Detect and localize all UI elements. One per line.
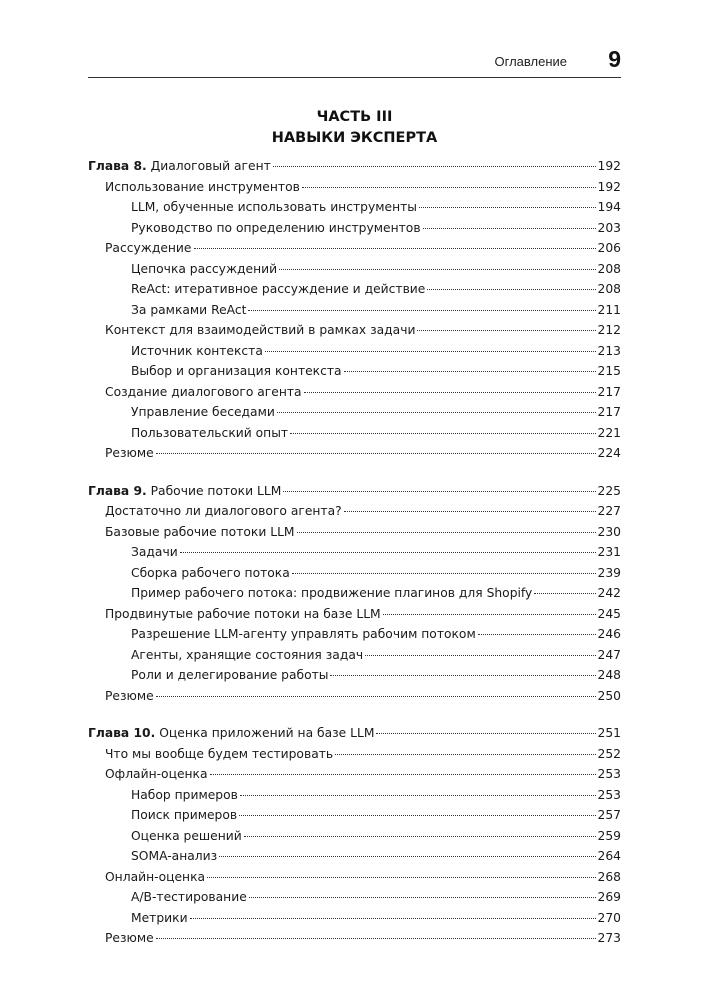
toc-entry-text: Диалоговый агент bbox=[146, 159, 271, 173]
toc-entry-text: LLM, обученные использовать инструменты bbox=[131, 200, 417, 214]
toc-page-number: 242 bbox=[597, 586, 621, 600]
toc-page-number: 208 bbox=[597, 282, 621, 296]
toc-entry-title bbox=[131, 542, 178, 563]
toc-page-number: 203 bbox=[597, 220, 621, 235]
toc-entry-title bbox=[105, 177, 300, 198]
toc-entry-title bbox=[105, 686, 154, 707]
toc-section-entry bbox=[88, 443, 621, 464]
toc-entry-text: Разрешение LLM-агенту управлять рабочим потоком bbox=[131, 627, 476, 641]
toc-entry-title bbox=[105, 764, 208, 785]
toc-chapter-entry bbox=[88, 156, 621, 177]
toc-page-number: 208 bbox=[597, 261, 621, 276]
toc-section-entry bbox=[88, 686, 621, 707]
toc-entry-title bbox=[131, 197, 417, 218]
toc-entry-title bbox=[105, 501, 342, 522]
toc-entry-title bbox=[105, 867, 205, 888]
toc-chapter-entry bbox=[88, 723, 621, 744]
part-number: ЧАСТЬ III bbox=[316, 109, 393, 125]
toc-entry-text: Роли и делегирование работы bbox=[131, 668, 329, 682]
dot-leader bbox=[376, 733, 595, 734]
toc-subsection-entry bbox=[88, 887, 621, 908]
toc-page-number: 217 bbox=[597, 384, 621, 399]
toc-subsection-entry bbox=[88, 259, 621, 280]
toc-subsection-entry bbox=[88, 624, 621, 645]
toc-entry-title bbox=[88, 481, 281, 502]
toc-entry-text: Поиск примеров bbox=[131, 808, 238, 822]
toc-subsection-entry bbox=[88, 645, 621, 666]
toc-subsection-entry bbox=[88, 785, 621, 806]
dot-leader bbox=[365, 655, 595, 656]
dot-leader bbox=[344, 371, 596, 372]
toc-page-number: 221 bbox=[597, 425, 621, 440]
dot-leader bbox=[283, 491, 595, 492]
toc-subsection-entry bbox=[88, 279, 621, 300]
toc-subsection-entry bbox=[88, 423, 621, 444]
toc-entry-text: Набор примеров bbox=[131, 787, 238, 802]
dot-leader bbox=[240, 795, 596, 796]
dot-leader bbox=[304, 392, 596, 393]
toc-subsection-entry bbox=[88, 583, 621, 604]
toc-entry-text: Резюме bbox=[105, 688, 154, 703]
toc-section-entry bbox=[88, 320, 621, 341]
toc-page-number: 239 bbox=[597, 565, 621, 580]
part-name: НАВЫКИ ЭКСПЕРТА bbox=[271, 130, 438, 146]
dot-leader bbox=[290, 433, 595, 434]
toc-page-number: 268 bbox=[597, 869, 621, 884]
dot-leader bbox=[423, 228, 596, 229]
toc-page-number: 273 bbox=[597, 931, 621, 945]
toc-page-number: 251 bbox=[597, 726, 621, 740]
toc-page-number: 194 bbox=[597, 200, 621, 214]
toc-subsection-entry bbox=[88, 542, 621, 563]
toc-entry-text: За рамками ReAct bbox=[131, 302, 247, 317]
toc-entry-title bbox=[105, 443, 154, 464]
toc-subsection-entry bbox=[88, 218, 621, 239]
dot-leader bbox=[277, 412, 596, 413]
toc-entry-title bbox=[131, 341, 263, 362]
toc-entry-text: Управление беседами bbox=[131, 405, 275, 419]
dot-leader bbox=[210, 774, 596, 775]
toc-entry-text: A/B-тестирование bbox=[131, 890, 247, 904]
dot-leader bbox=[478, 634, 596, 635]
toc-chapter-entry bbox=[88, 481, 621, 502]
toc-section-entry bbox=[88, 744, 621, 765]
toc-page-number: 252 bbox=[597, 746, 621, 761]
toc-page-number: 211 bbox=[597, 302, 621, 317]
toc-entry-title bbox=[105, 928, 154, 949]
dot-leader bbox=[273, 166, 596, 167]
toc-page-number: 224 bbox=[597, 446, 621, 460]
toc-page-number: 247 bbox=[597, 647, 621, 662]
toc-subsection-entry bbox=[88, 341, 621, 362]
toc-entry-title bbox=[131, 583, 532, 604]
dot-leader bbox=[194, 248, 596, 249]
toc-entry-text: Пользовательский опыт bbox=[131, 425, 289, 440]
toc-entry-text: Онлайн-оценка bbox=[105, 869, 206, 884]
toc-page-number: 227 bbox=[597, 504, 621, 518]
toc-entry-text: Цепочка рассуждений bbox=[131, 261, 278, 276]
toc-entry-title bbox=[88, 723, 374, 744]
toc-subsection-entry bbox=[88, 908, 621, 929]
toc-entry-text: Резюме bbox=[105, 446, 154, 460]
toc-page-number: 269 bbox=[597, 890, 621, 904]
dot-leader bbox=[427, 289, 595, 290]
toc-entry-text: Что мы вообще будем тестировать bbox=[105, 746, 334, 761]
toc-entry-text: Создание диалогового агента bbox=[105, 384, 302, 399]
toc-subsection-entry bbox=[88, 826, 621, 847]
toc-section-entry bbox=[88, 501, 621, 522]
toc-subsection-entry bbox=[88, 846, 621, 867]
dot-leader bbox=[335, 754, 595, 755]
toc-page-number: 212 bbox=[597, 323, 621, 337]
toc-section-entry bbox=[88, 522, 621, 543]
toc-entry-title bbox=[131, 279, 425, 300]
toc-page-number: 264 bbox=[597, 849, 621, 863]
chapter-number: Глава 10. bbox=[88, 726, 156, 740]
toc-entry-title bbox=[105, 604, 381, 625]
toc-entry-title bbox=[131, 805, 237, 826]
toc-entry-title bbox=[131, 624, 476, 645]
dot-leader bbox=[265, 351, 596, 352]
chapter-number: Глава 9. bbox=[88, 483, 147, 498]
toc-page-number: 213 bbox=[597, 343, 621, 358]
part-heading bbox=[88, 107, 621, 149]
toc-entry-text: Рассуждение bbox=[105, 241, 192, 255]
toc-entry-text: Задачи bbox=[131, 545, 178, 559]
toc-entry-text: Агенты, хранящие состояния задач bbox=[131, 647, 364, 662]
toc-entry-title bbox=[105, 744, 333, 765]
toc-section-entry bbox=[88, 382, 621, 403]
dot-leader bbox=[244, 836, 596, 837]
toc-page-number: 253 bbox=[597, 787, 621, 802]
dot-leader bbox=[156, 938, 596, 939]
toc-entry-text: Руководство по определению инструментов bbox=[131, 220, 421, 235]
toc-entry-title bbox=[131, 402, 275, 423]
header-rule bbox=[88, 77, 621, 78]
toc-page-number: 250 bbox=[597, 688, 621, 703]
dot-leader bbox=[292, 573, 596, 574]
dot-leader bbox=[180, 552, 596, 553]
toc-section-entry bbox=[88, 238, 621, 259]
toc-section-entry bbox=[88, 604, 621, 625]
toc-entry-title bbox=[105, 522, 295, 543]
toc-subsection-entry bbox=[88, 300, 621, 321]
toc-page-number: 225 bbox=[597, 483, 621, 498]
toc-page-number: 215 bbox=[597, 364, 621, 378]
toc-page-number: 230 bbox=[597, 524, 621, 539]
dot-leader bbox=[344, 511, 596, 512]
dot-leader bbox=[417, 330, 595, 331]
toc-entry-title bbox=[131, 259, 277, 280]
toc-entry-title bbox=[131, 846, 217, 867]
toc-entry-text: Метрики bbox=[131, 910, 188, 925]
dot-leader bbox=[302, 187, 596, 188]
toc-page-number: 217 bbox=[597, 405, 621, 419]
toc-page-number: 257 bbox=[597, 808, 621, 822]
toc-entry-title bbox=[105, 320, 415, 341]
toc-entry-text: Использование инструментов bbox=[105, 179, 300, 194]
toc-entry-text: Достаточно ли диалогового агента? bbox=[105, 504, 342, 518]
toc-page-number: 231 bbox=[597, 545, 621, 559]
dot-leader bbox=[330, 675, 595, 676]
toc-entry-text: Пример рабочего потока: продвижение плагинов для Shopify bbox=[131, 586, 533, 600]
dot-leader bbox=[156, 453, 596, 454]
toc-entry-text: Сборка рабочего потока bbox=[131, 565, 290, 580]
toc-section-entry bbox=[88, 764, 621, 785]
toc-page-number: 245 bbox=[597, 606, 621, 621]
toc-entry-text: Оценка приложений на базе LLM bbox=[155, 726, 375, 740]
toc-entry-text: SOMA-анализ bbox=[131, 849, 218, 863]
dot-leader bbox=[219, 856, 595, 857]
dot-leader bbox=[207, 877, 595, 878]
toc-entry-text: Контекст для взаимодействий в рамках задачи bbox=[105, 323, 416, 337]
toc-section-entry bbox=[88, 867, 621, 888]
toc-page-number: 270 bbox=[597, 910, 621, 925]
dot-leader bbox=[383, 614, 596, 615]
dot-leader bbox=[279, 269, 595, 270]
toc-subsection-entry bbox=[88, 402, 621, 423]
toc-page-number: 206 bbox=[597, 241, 621, 255]
toc-section-entry bbox=[88, 177, 621, 198]
toc-page-number: 192 bbox=[597, 179, 621, 194]
dot-leader bbox=[190, 918, 596, 919]
chapter-number: Глава 8. bbox=[88, 159, 147, 173]
toc-entry-title bbox=[131, 826, 242, 847]
dot-leader bbox=[534, 593, 595, 594]
toc-entry-text: Офлайн-оценка bbox=[105, 767, 208, 781]
dot-leader bbox=[297, 532, 596, 533]
dot-leader bbox=[156, 696, 596, 697]
toc-entry-title bbox=[131, 887, 247, 908]
toc-entry-title bbox=[88, 156, 271, 177]
toc-entry-title bbox=[131, 563, 290, 584]
toc-entry-text: Оценка решений bbox=[131, 828, 242, 843]
dot-leader bbox=[249, 897, 596, 898]
toc-entry-title bbox=[105, 382, 302, 403]
toc-entry-title bbox=[131, 665, 328, 686]
toc-entry-title bbox=[131, 423, 288, 444]
toc-entry-text: Базовые рабочие потоки LLM bbox=[105, 524, 295, 539]
toc-entry-title bbox=[131, 300, 246, 321]
toc-entry-title bbox=[131, 218, 421, 239]
dot-leader bbox=[419, 207, 596, 208]
toc-entry-title bbox=[131, 361, 342, 382]
toc-entry-text: ReAct: итеративное рассуждение и действие bbox=[131, 282, 426, 296]
page-number: 9 bbox=[608, 46, 621, 72]
toc-entry-title bbox=[105, 238, 192, 259]
toc-page-number: 248 bbox=[597, 668, 621, 682]
toc-subsection-entry bbox=[88, 361, 621, 382]
toc-entry-text: Резюме bbox=[105, 931, 154, 945]
toc-entry-text: Рабочие потоки LLM bbox=[146, 483, 282, 498]
toc-page-number: 246 bbox=[597, 627, 621, 641]
toc-entry-title bbox=[131, 645, 363, 666]
running-title: Оглавление bbox=[494, 54, 567, 69]
toc-entry-text: Продвинутые рабочие потоки на базе LLM bbox=[105, 606, 381, 621]
toc-section-entry bbox=[88, 928, 621, 949]
toc-page-number: 253 bbox=[597, 767, 621, 781]
dot-leader bbox=[239, 815, 595, 816]
table-of-contents bbox=[88, 156, 621, 949]
toc-subsection-entry bbox=[88, 197, 621, 218]
toc-entry-text: Выбор и организация контекста bbox=[131, 364, 342, 378]
toc-entry-title bbox=[131, 908, 188, 929]
toc-entry-title bbox=[131, 785, 238, 806]
toc-subsection-entry bbox=[88, 665, 621, 686]
toc-page-number: 192 bbox=[597, 159, 621, 173]
toc-subsection-entry bbox=[88, 563, 621, 584]
page-header bbox=[88, 46, 621, 76]
toc-subsection-entry bbox=[88, 805, 621, 826]
toc-page-number: 259 bbox=[597, 828, 621, 843]
toc-entry-text: Источник контекста bbox=[131, 343, 263, 358]
dot-leader bbox=[248, 310, 595, 311]
